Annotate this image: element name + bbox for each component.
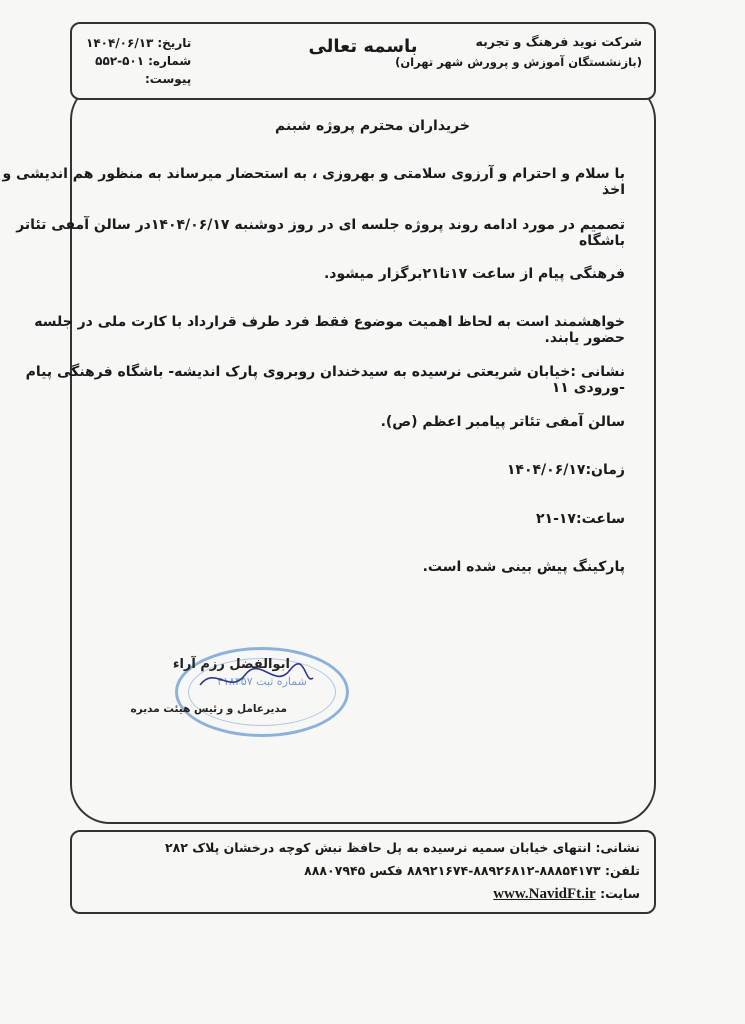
company-name: شرکت نوید فرهنگ و تجربه — [475, 34, 642, 49]
body-line-6: سالن آمفی تئاتر پیامبر اعظم (ص). — [380, 414, 625, 430]
body-line-5: نشانی :خیابان شریعتی نرسیده به سیدخندان روبروی پارک اندیشه- باشگاه فرهنگی پیام -ورودی ۱۱ — [25, 364, 625, 396]
company-subtitle: (بازنشستگان آموزش و پرورش شهر تهران) — [395, 55, 642, 69]
parking-note: پارکینگ پیش بینی شده است. — [422, 559, 625, 575]
date-value: ۱۴۰۴/۰۶/۱۳ — [86, 36, 154, 50]
body-line-2: تصمیم در مورد ادامه روند پروژه جلسه ای در روز دوشنبه ۱۴۰۴/۰۶/۱۷در سالن آمفی تئاتر باشگاه — [16, 217, 625, 249]
footer-site-row — [493, 886, 640, 903]
footer-phones: تلفن: ۸۸۸۵۴۱۷۳-۸۸۹۲۶۸۱۲-۸۸۹۲۱۶۷۴ فکس ۸۸۸۰۷۹۴۵ — [304, 863, 640, 878]
letter-meta — [86, 34, 191, 88]
meeting-date: زمان:۱۴۰۴/۰۶/۱۷ — [506, 462, 625, 478]
signer-role: مدیرعامل و رئیس هیئت مدیره — [130, 703, 287, 715]
body-line-4: خواهشمند است به لحاظ اهمیت موضوع فقط فرد طرف قرارداد با کارت ملی در جلسه حضور یابند. — [34, 314, 625, 346]
salutation: خریداران محترم پروژه شبنم — [275, 118, 470, 134]
site-label: سایت: — [600, 886, 640, 901]
meeting-time: ساعت:۱۷-۲۱ — [535, 511, 625, 527]
signer-name: ابوالفضل رزم آراء — [172, 657, 290, 672]
letter-footer — [70, 830, 656, 914]
number-row — [86, 52, 191, 70]
stamp-text: شماره ثبت ۴۱۸۳۵۷ — [217, 675, 307, 688]
letter-heading: باسمه تعالی — [308, 36, 418, 57]
date-row — [86, 34, 191, 52]
body-line-1: با سلام و احترام و آرزوی سلامتی و بهروزی ، به استحضار میرساند به منظور هم اندیشی و اخذ — [2, 166, 625, 198]
attachment-label: پیوست: — [145, 72, 192, 86]
attachment-row — [86, 70, 191, 88]
number-label: شماره: — [148, 54, 192, 68]
number-value: ۵۰۱-۵۵۲ — [95, 54, 145, 68]
body-line-3: فرهنگی پیام از ساعت ۱۷تا۲۱برگزار میشود. — [323, 266, 625, 282]
footer-address: نشانی: انتهای خیابان سمیه نرسیده به پل حافظ نبش کوچه درخشان پلاک ۲۸۲ — [165, 840, 640, 855]
letterhead — [70, 22, 656, 100]
date-label: تاریخ: — [157, 36, 192, 50]
site-link[interactable]: www.NavidFt.ir — [493, 886, 596, 902]
